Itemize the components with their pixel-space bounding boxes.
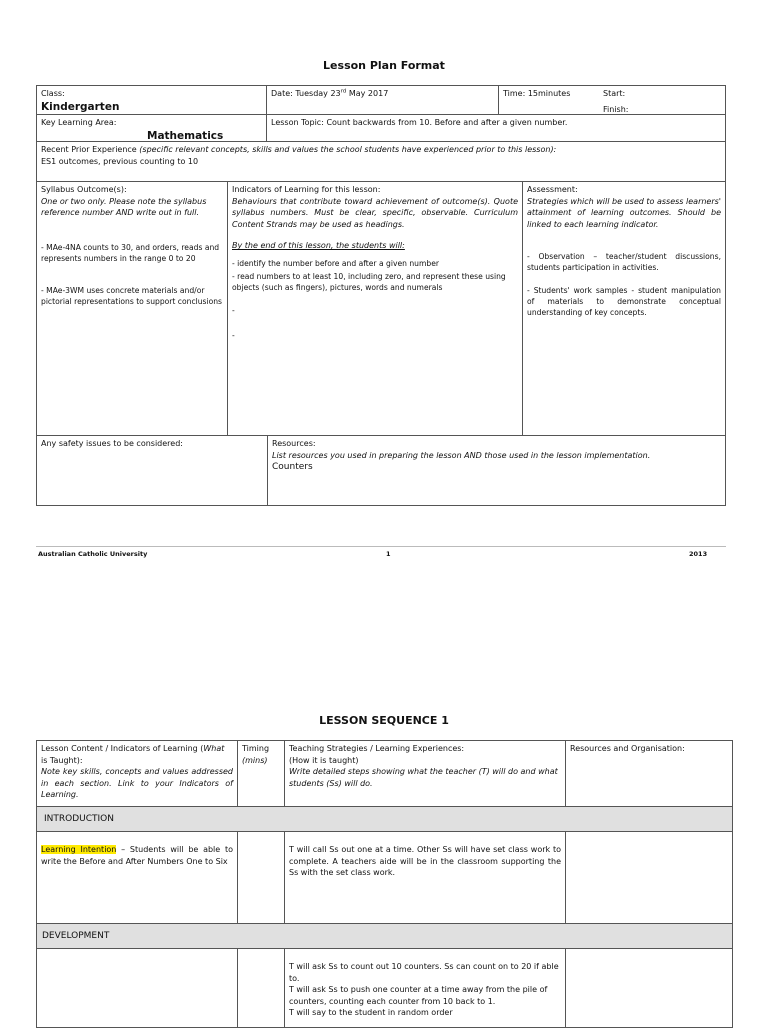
date-cell	[266, 85, 499, 115]
assessment-cell	[522, 181, 726, 436]
safety-cell	[36, 435, 268, 506]
col3-sub: (How it is taught)	[289, 755, 359, 765]
safety-label: Any safety issues to be considered:	[41, 439, 183, 448]
dev-strategy-2: T will ask Ss to push one counter at a time away from the pile of counters, counting each counter from 10 back to 1.	[289, 985, 548, 1006]
header-resources-cell	[565, 740, 733, 807]
intro-timing-cell	[237, 831, 285, 924]
class-cell	[36, 85, 267, 115]
indicator-4: -	[232, 330, 235, 340]
footer-left: Australian Catholic University	[38, 550, 148, 558]
indicator-1: - identify the number before and after a given number	[232, 258, 439, 268]
date-tail: May 2017	[346, 89, 389, 98]
lesson-topic: Lesson Topic: Count backwards from 10. Before and after a given number.	[271, 118, 568, 127]
footer-right: 2013	[689, 550, 708, 558]
outcome-2: - MAe-3WM uses concrete materials and/or pictorial representations to support conclusions	[41, 285, 223, 306]
intro-strategy: T will call Ss out one at a time. Other Ss will have set class work to complete. A teachers aide will be in the classroom supporting the Ss with the set class work.	[289, 845, 561, 878]
resources-note: List resources you used in preparing the lesson AND those used in the lesson implementation.	[272, 450, 651, 460]
development-label: DEVELOPMENT	[42, 931, 110, 941]
intro-content: – Students will be able to write the Before and After Numbers One to Six	[41, 845, 234, 866]
class-label: Class:	[41, 89, 65, 98]
dev-strategy-cell	[284, 948, 566, 1028]
dev-strategy-1: T will ask Ss to count out 10 counters. Ss can count on to 20 if able to.	[289, 962, 559, 983]
intro-resources-cell	[565, 831, 733, 924]
col1-label-tail: is Taught):	[41, 755, 83, 765]
date-sup: rd	[340, 88, 347, 95]
indicators-note: Behaviours that contribute toward achievement of outcome(s). Quote syllabus numbers. Must be clear, specific, observable. Curriculum Content Strands may be used as headings.	[232, 196, 518, 229]
dev-resources-cell	[565, 948, 733, 1028]
syllabus-label: Syllabus Outcome(s):	[41, 185, 127, 194]
introduction-label: INTRODUCTION	[44, 814, 114, 824]
syllabus-cell	[36, 181, 228, 436]
indicators-label: Indicators of Learning for this lesson:	[232, 185, 381, 194]
start-label: Start:	[603, 89, 626, 98]
learning-intention-highlight: Learning Intention	[41, 845, 117, 854]
intro-content-cell	[36, 831, 238, 924]
resources-cell	[267, 435, 726, 506]
intro-strategy-cell	[284, 831, 566, 924]
finish-label: Finish:	[603, 105, 629, 114]
col1-note: Note key skills, concepts and values addressed in each section. Link to your Indicators of Learning.	[41, 767, 233, 800]
header-timing-cell	[237, 740, 285, 807]
col1-label: Lesson Content / Indicators of Learning (	[41, 744, 204, 753]
col2-label: Timing	[242, 744, 270, 753]
syllabus-note: One or two only. Please note the syllabus reference number AND write out in full.	[41, 196, 207, 218]
kla-value: Mathematics	[147, 129, 224, 142]
resources-value: Counters	[272, 462, 313, 473]
prior-value: ES1 outcomes, previous counting to 10	[41, 156, 199, 166]
dev-strategy-3: T will say to the student in random order	[289, 1008, 453, 1018]
time-label: Time: 15minutes	[503, 89, 571, 98]
col4-label: Resources and Organisation:	[570, 744, 685, 753]
col2-note: (mins)	[242, 755, 268, 765]
header-content-cell	[36, 740, 238, 807]
prior-label: Recent Prior Experience	[41, 145, 140, 154]
date-text: Date: Tuesday 23	[271, 89, 341, 98]
outcome-1: - MAe-4NA counts to 30, and orders, reads and represents numbers in the range 0 to 20	[41, 242, 220, 263]
col3-label: Teaching Strategies / Learning Experiences:	[289, 744, 465, 753]
footer-divider	[36, 546, 726, 547]
prior-experience-cell	[36, 141, 726, 182]
dev-timing-cell	[237, 948, 285, 1028]
assessment-2: - Students' work samples - student manipulation of materials to demonstrate conceptual understanding of key concepts.	[527, 286, 721, 318]
indicators-by-end: By the end of this lesson, the students will:	[232, 241, 405, 251]
introduction-band	[36, 806, 733, 832]
kla-label: Key Learning Area:	[41, 118, 117, 127]
sequence-title: LESSON SEQUENCE 1	[319, 714, 449, 727]
assessment-label: Assessment:	[527, 185, 578, 194]
topic-cell	[266, 114, 726, 142]
header-strategies-cell	[284, 740, 566, 807]
col1-what: What	[203, 744, 225, 753]
indicator-3: -	[232, 305, 235, 315]
assessment-note: Strategies which will be used to assess learners' attainment of learning outcomes. Should be linked to each learning indicator.	[527, 196, 721, 229]
prior-note: (specific relevant concepts, skills and values the school students have experienced prior to this lesson):	[139, 145, 557, 154]
assessment-1: - Observation – teacher/student discussions, students participation in activities.	[527, 252, 721, 273]
col3-note: Write detailed steps showing what the teacher (T) will do and what students (Ss) will do.	[289, 767, 558, 788]
time-cell	[498, 85, 726, 115]
indicator-2: - read numbers to at least 10, including zero, and represent these using objects (such as fingers), pictures, words and numerals	[232, 271, 506, 292]
class-value: Kindergarten	[41, 100, 120, 113]
footer-page-number: 1	[386, 550, 391, 558]
page-title: Lesson Plan Format	[323, 59, 445, 72]
kla-cell	[36, 114, 267, 142]
dev-content-cell	[36, 948, 238, 1028]
indicators-cell	[227, 181, 523, 436]
development-band	[36, 923, 733, 949]
resources-label: Resources:	[272, 439, 316, 448]
